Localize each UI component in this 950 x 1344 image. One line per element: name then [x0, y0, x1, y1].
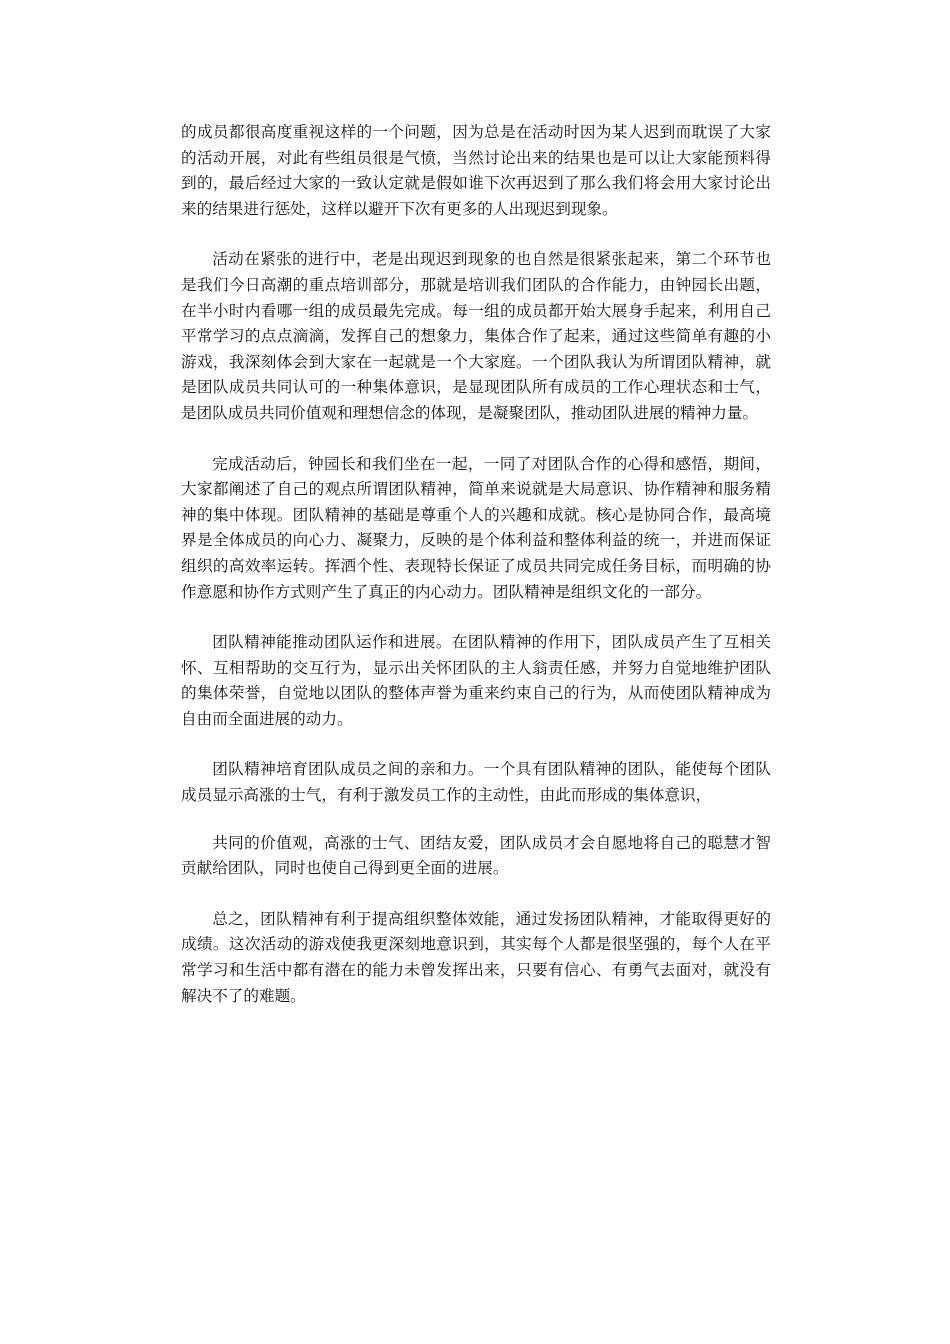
document-body — [181, 120, 771, 1034]
paragraph-7: 总之，团队精神有利于提高组织整体效能，通过发扬团队精神，才能取得更好的成绩。这次活动的游戏使我更深刻地意识到，其实每个人都是很坚强的，每个人在平常学习和生活中都有潜在的能力未曾发挥出来，只要有信心、有勇气去面对，就没有解决不了的难题。 — [181, 909, 771, 1005]
paragraph-6: 共同的价值观，高涨的士气、团结友爱，团队成员才会自愿地将自己的聪慧才智贡献给团队，同时也使自己得到更全面的进展。 — [181, 833, 771, 878]
paragraph-5: 团队精神培育团队成员之间的亲和力。一个具有团队精神的团队，能使每个团队成员显示高涨的士气，有利于激发员工作的主动性，由此而形成的集体意识， — [181, 760, 771, 805]
paragraph-4: 团队精神能推动团队运作和进展。在团队精神的作用下，团队成员产生了互相关怀、互相帮助的交互行为，显示出关怀团队的主人翁责任感，并努力自觉地维护团队的集体荣誉，自觉地以团队的整体声誉为重来约束自己的行为，从而使团队精神成为自由而全面进展的动力。 — [181, 633, 771, 728]
paragraph-1: 的成员都很高度重视这样的一个问题，因为总是在活动时因为某人迟到而耽误了大家的活动开展，对此有些组员很是气愤，当然讨论出来的结果也是可以让大家能预料得到的，最后经过大家的一致认定就是假如谁下次再迟到了那么我们将会用大家讨论出来的结果进行惩处，这样以避开下次有更多的人出现迟到现象。 — [181, 123, 771, 218]
paragraph-2: 活动在紧张的进行中，老是出现迟到现象的也自然是很紧张起来，第二个环节也是我们今日高潮的重点培训部分，那就是培训我们团队的合作能力，由钟园长出题，在半小时内看哪一组的成员最先完成。每一组的成员都开始大展身手起来，利用自己平常学习的点点滴滴，发挥自己的想象力，集体合作了起来，通过这些简单有趣的小游戏，我深刻体会到大家在一起就是一个大家庭。一个团队我认为所谓团队精神，就是团队成员共同认可的一种集体意识，是显现团队所有成员的工作心理状态和士气，是团队成员共同价值观和理想信念的体现，是凝聚团队，推动团队进展的精神力量。 — [181, 250, 771, 422]
paragraph-3: 完成活动后，钟园长和我们坐在一起，一同了对团队合作的心得和感悟，期间，大家都阐述了自己的观点所谓团队精神，简单来说就是大局意识、协作精神和服务精神的集中体现。团队精神的基础是尊重个人的兴趣和成就。核心是协同合作，最高境界是全体成员的向心力、凝聚力，反映的是个体利益和整体利益的统一，并进而保证组织的高效率运转。挥洒个性、表现特长保证了成员共同完成任务目标，而明确的协作意愿和协作方式则产生了真正的内心动力。团队精神是组织文化的一部分。 — [181, 454, 771, 601]
